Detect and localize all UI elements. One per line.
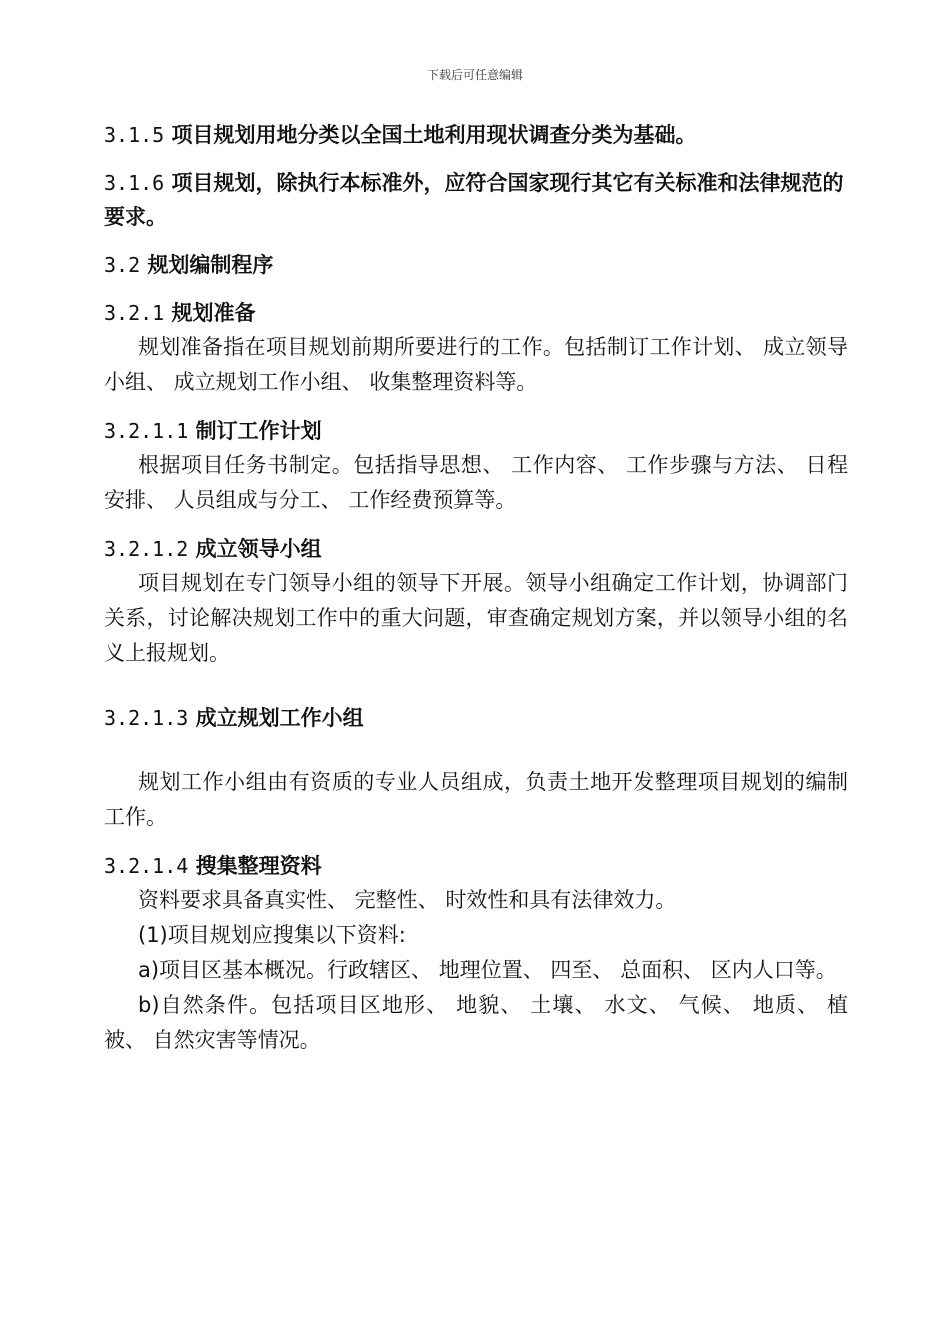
paragraph: 根据项目任务书制定。包括指导思想、 工作内容、 工作步骤与方法、 日程安排、 人员组成与分工、 工作经费预算等。 [104, 453, 848, 512]
paragraph: (1)项目规划应搜集以下资料: [138, 923, 406, 947]
paragraph: 规划准备指在项目规划前期所要进行的工作。包括制订工作计划、 成立领导小组、 成立规划工作小组、 收集整理资料等。 [104, 335, 848, 394]
page-header: 下载后可任意编辑 [426, 68, 523, 82]
document-body [104, 118, 848, 1058]
paragraph: 项目规划在专门领导小组的领导下开展。领导小组确定工作计划，协调部门关系，讨论解决规划工作中的重大问题，审查确定规划方案，并以领导小组的名义上报规划。 [104, 571, 848, 665]
section-title: 规划准备 [171, 301, 256, 325]
section-heading-3-2 [104, 248, 848, 282]
section-number: 3.2.1.4 [104, 854, 189, 878]
section-heading-3-1-5 [104, 118, 848, 152]
section-heading-3-2-1 [104, 296, 848, 330]
section-title: 项目规划用地分类以全国土地利用现状调查分类为基础。 [171, 123, 697, 147]
section-heading-3-2-1-1 [104, 414, 848, 448]
section-title: 成立领导小组 [195, 537, 322, 561]
paragraph: 规划工作小组由有资质的专业人员组成，负责土地开发整理项目规划的编制工作。 [104, 770, 848, 829]
section-title: 成立规划工作小组 [195, 706, 364, 730]
section-number: 3.1.6 [104, 171, 165, 195]
section-heading-3-1-6 [104, 166, 848, 234]
section-number: 3.2 [104, 253, 141, 277]
paragraph: b)自然条件。包括项目区地形、 地貌、 土壤、 水文、 气候、 地质、 植被、 自然灾害等情况。 [104, 993, 848, 1052]
paragraph: a)项目区基本概况。行政辖区、 地理位置、 四至、 总面积、 区内人口等。 [138, 958, 837, 982]
section-title: 项目规划，除执行本标准外，应符合国家现行其它有关标准和法律规范的要求。 [104, 171, 844, 229]
section-number: 3.2.1 [104, 301, 165, 325]
section-title: 规划编制程序 [147, 253, 274, 277]
section-number: 3.2.1.1 [104, 419, 189, 443]
section-title: 制订工作计划 [195, 419, 322, 443]
paragraph: 资料要求具备真实性、 完整性、 时效性和具有法律效力。 [138, 888, 677, 912]
section-number: 3.2.1.3 [104, 706, 189, 730]
section-title: 搜集整理资料 [195, 854, 322, 878]
section-heading-3-2-1-2 [104, 532, 848, 566]
section-heading-3-2-1-4 [104, 849, 848, 883]
section-number: 3.2.1.2 [104, 537, 189, 561]
section-number: 3.1.5 [104, 123, 165, 147]
section-heading-3-2-1-3 [104, 701, 848, 735]
